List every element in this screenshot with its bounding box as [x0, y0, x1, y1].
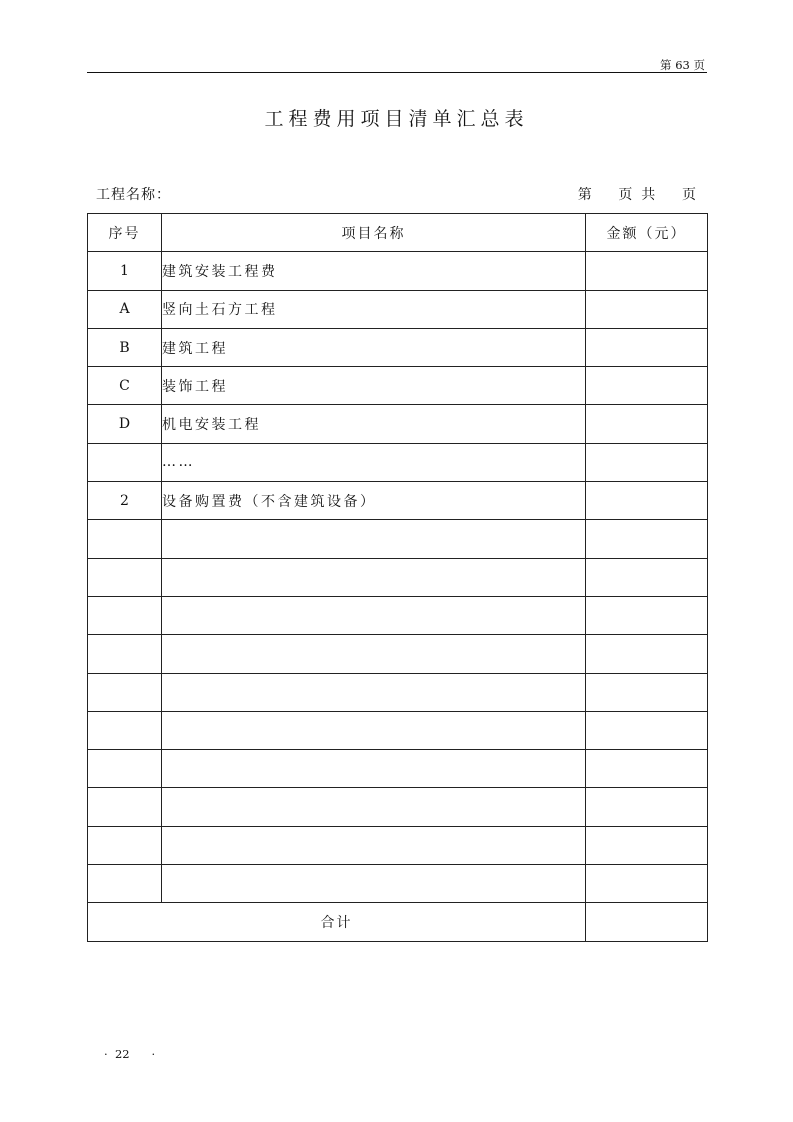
- table-row: [88, 750, 708, 788]
- table-row: [88, 558, 708, 596]
- seq-cell: [88, 750, 162, 788]
- project-info-row: [96, 184, 696, 204]
- item-name-cell: [162, 520, 586, 558]
- amount-cell: [586, 482, 708, 520]
- seq-cell: [88, 596, 162, 634]
- table-row: [88, 826, 708, 864]
- header-page-number: 第 63 页: [660, 58, 705, 72]
- amount-cell: [586, 596, 708, 634]
- amount-cell: [586, 558, 708, 596]
- total-amount-cell: [586, 903, 708, 941]
- item-name-cell: ……: [162, 443, 586, 481]
- amount-cell: [586, 252, 708, 290]
- table-row: [88, 520, 708, 558]
- column-header-item-name: 项目名称: [162, 214, 586, 252]
- table-row: [88, 596, 708, 634]
- document-title: 工程费用项目清单汇总表: [264, 108, 529, 130]
- footer-page-number: · 22 ·: [104, 1047, 156, 1061]
- seq-cell: [88, 711, 162, 749]
- seq-cell: D: [88, 405, 162, 443]
- table-row: [88, 482, 708, 520]
- total-row: [88, 903, 708, 941]
- total-label: 合计: [88, 903, 586, 941]
- item-name-cell: 装饰工程: [162, 367, 586, 405]
- seq-cell: [88, 826, 162, 864]
- amount-cell: [586, 635, 708, 673]
- table-row: [88, 865, 708, 903]
- amount-cell: [586, 711, 708, 749]
- table-row: [88, 252, 708, 290]
- seq-cell: [88, 865, 162, 903]
- seq-cell: [88, 635, 162, 673]
- table-row: [88, 290, 708, 328]
- pagination-label: 第 页 共 页: [577, 187, 696, 203]
- item-name-cell: 建筑安装工程费: [162, 252, 586, 290]
- cost-summary-table: [87, 213, 708, 942]
- item-name-cell: 机电安装工程: [162, 405, 586, 443]
- seq-cell: [88, 443, 162, 481]
- amount-cell: [586, 443, 708, 481]
- seq-cell: [88, 673, 162, 711]
- item-name-cell: [162, 750, 586, 788]
- amount-cell: [586, 865, 708, 903]
- item-name-cell: [162, 635, 586, 673]
- seq-cell: C: [88, 367, 162, 405]
- project-name-label: 工程名称：: [96, 187, 171, 203]
- item-name-cell: [162, 865, 586, 903]
- amount-cell: [586, 520, 708, 558]
- table-row: [88, 635, 708, 673]
- table-row: [88, 367, 708, 405]
- item-name-cell: 竖向土石方工程: [162, 290, 586, 328]
- amount-cell: [586, 826, 708, 864]
- amount-cell: [586, 367, 708, 405]
- item-name-cell: 建筑工程: [162, 328, 586, 366]
- item-name-cell: [162, 596, 586, 634]
- amount-cell: [586, 750, 708, 788]
- column-header-seq: 序号: [88, 214, 162, 252]
- seq-cell: [88, 788, 162, 826]
- table-header-row: [88, 214, 708, 252]
- amount-cell: [586, 290, 708, 328]
- seq-cell: 2: [88, 482, 162, 520]
- table-row: [88, 788, 708, 826]
- table-row: [88, 443, 708, 481]
- table-row: [88, 405, 708, 443]
- seq-cell: B: [88, 328, 162, 366]
- item-name-cell: [162, 788, 586, 826]
- amount-cell: [586, 673, 708, 711]
- amount-cell: [586, 328, 708, 366]
- seq-cell: [88, 520, 162, 558]
- item-name-cell: 设备购置费（不含建筑设备）: [162, 482, 586, 520]
- item-name-cell: [162, 826, 586, 864]
- item-name-cell: [162, 711, 586, 749]
- table-row: [88, 673, 708, 711]
- table-row: [88, 711, 708, 749]
- page-header: [87, 56, 707, 73]
- item-name-cell: [162, 558, 586, 596]
- seq-cell: A: [88, 290, 162, 328]
- seq-cell: 1: [88, 252, 162, 290]
- amount-cell: [586, 788, 708, 826]
- amount-cell: [586, 405, 708, 443]
- table-row: [88, 328, 708, 366]
- seq-cell: [88, 558, 162, 596]
- column-header-amount: 金额（元）: [586, 214, 708, 252]
- item-name-cell: [162, 673, 586, 711]
